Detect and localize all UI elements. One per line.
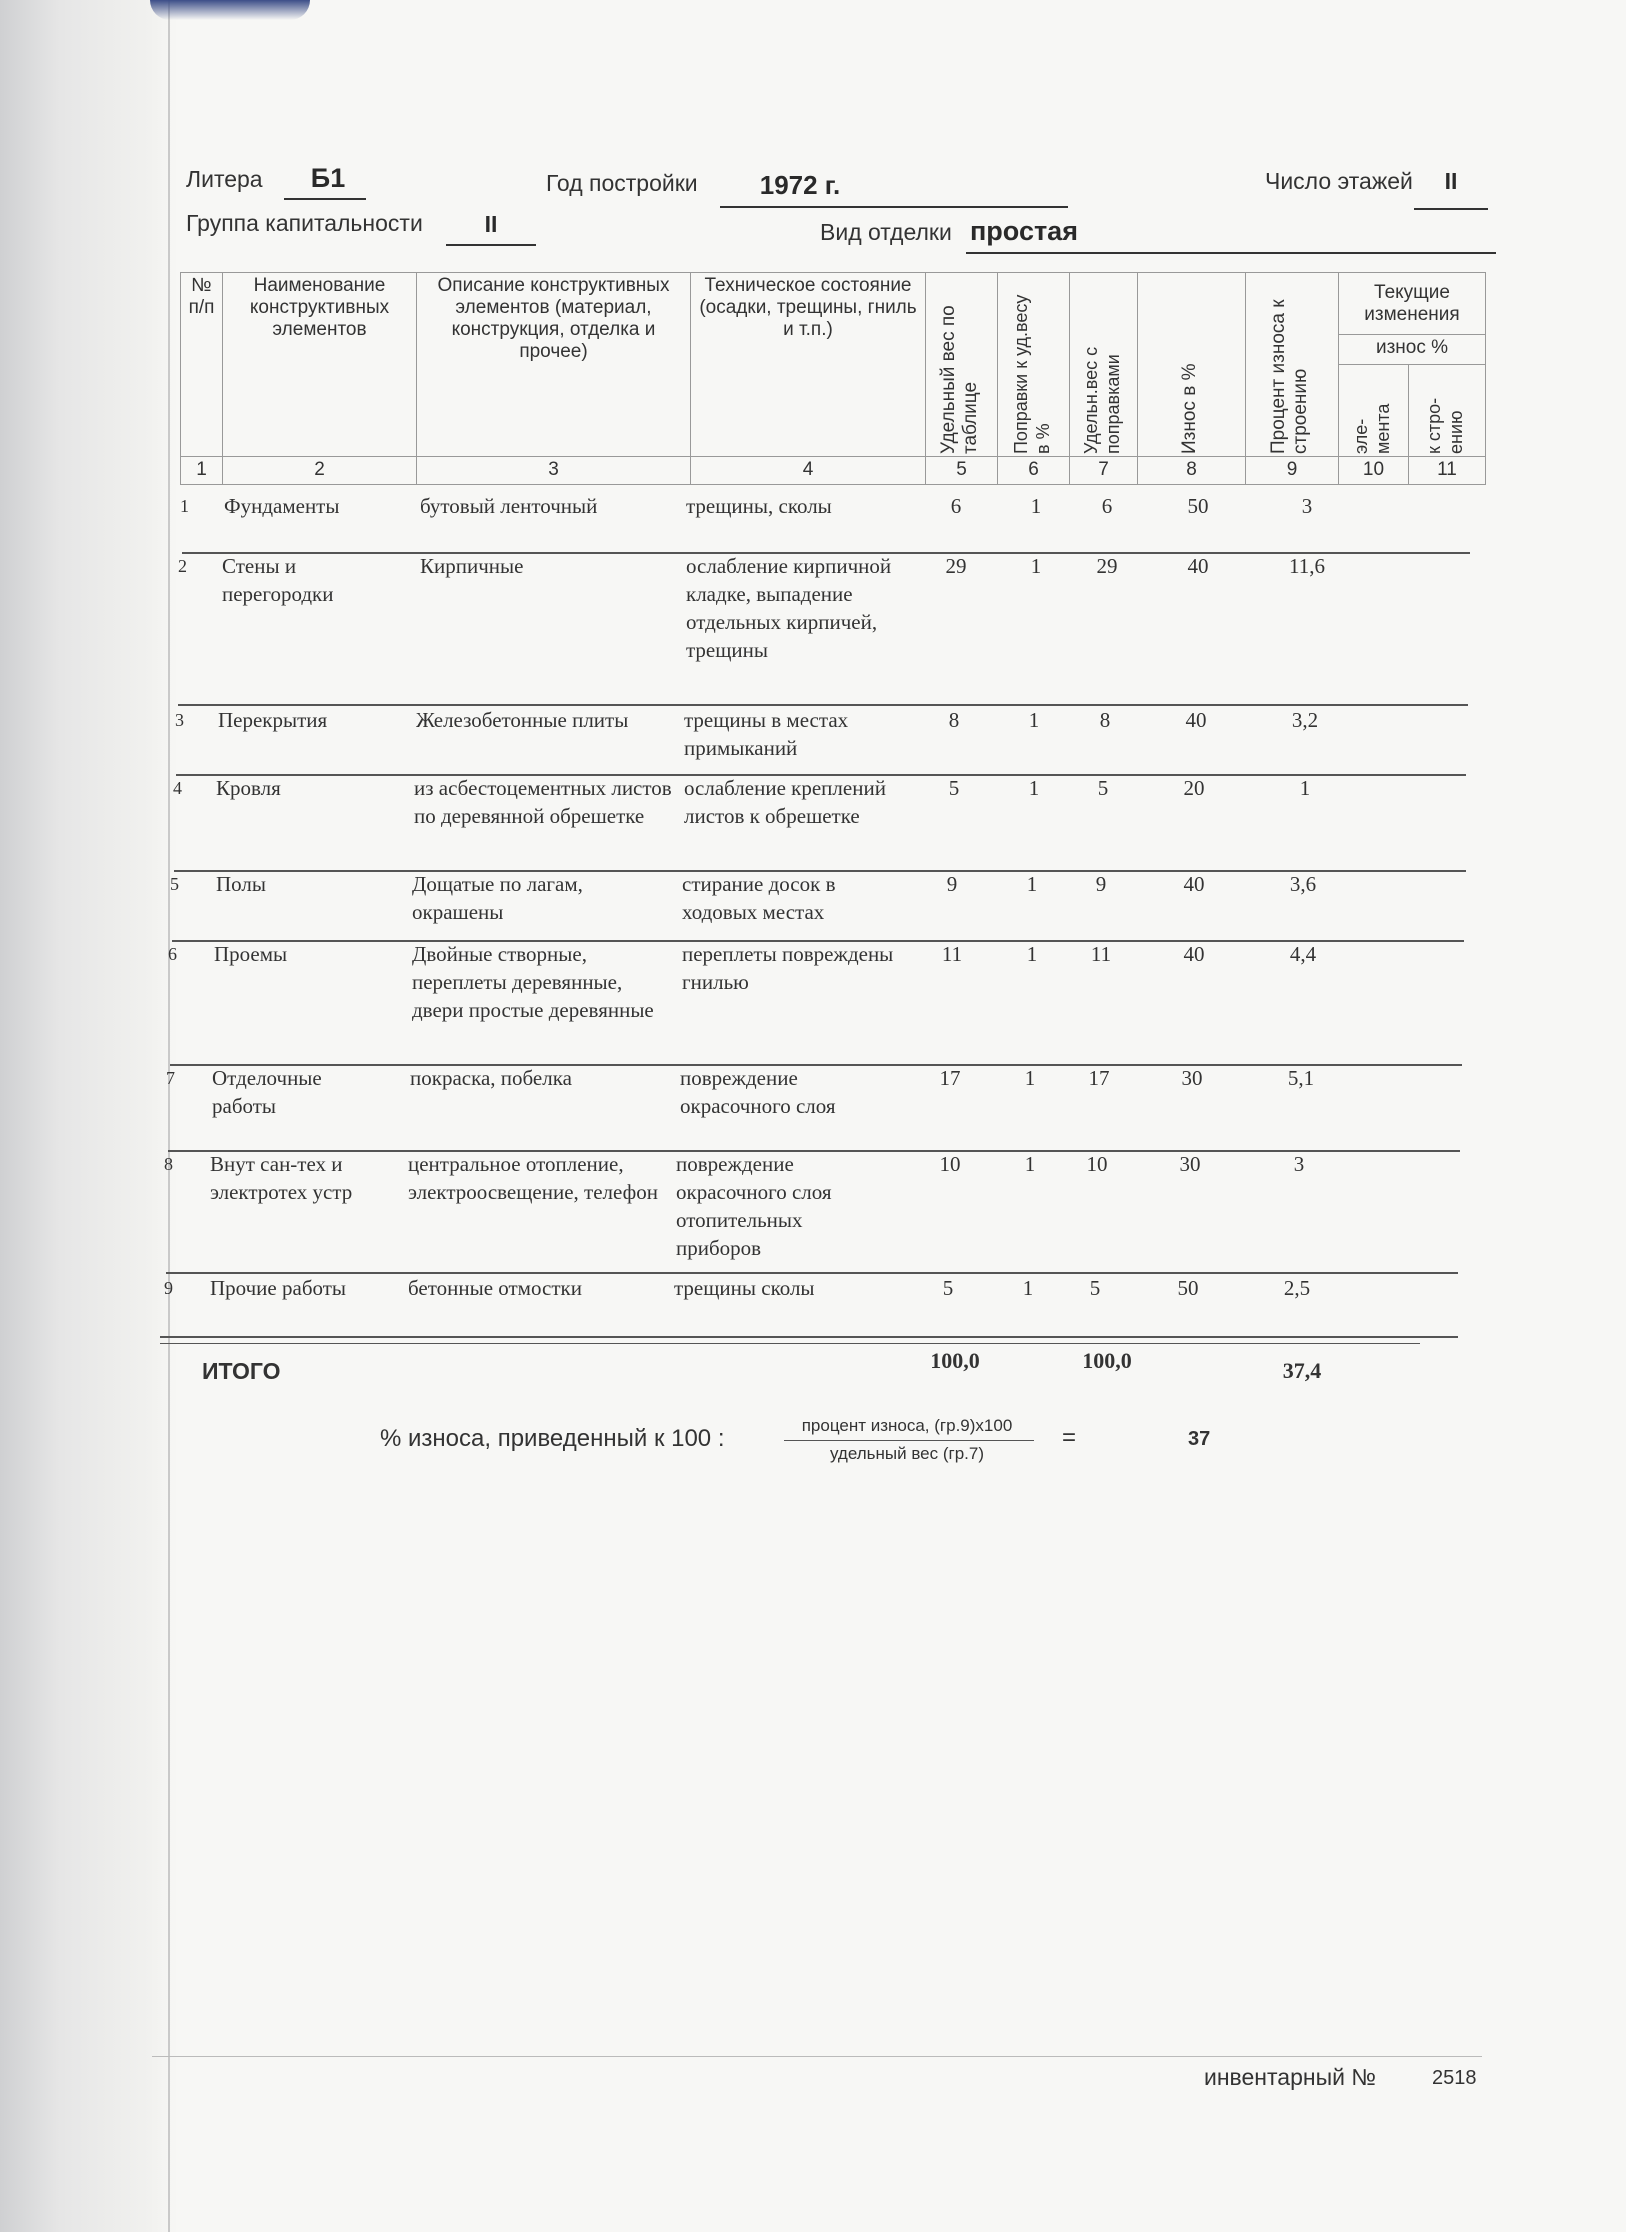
weight-value: 5 (948, 776, 960, 800)
element-description: бетонные отмостки (408, 1276, 582, 1300)
element-description: бутовый ленточный (420, 494, 598, 518)
group-value: II (484, 211, 498, 237)
col-building-pct-header: Процент износа к строению (1268, 299, 1311, 454)
building-pct-value: 5,1 (1287, 1066, 1315, 1090)
col-element-header: эле- мента (1350, 403, 1393, 454)
element-description: Железобетонные плиты (416, 708, 629, 732)
wear-value: 40 (1183, 872, 1205, 896)
element-description: Кирпичные (420, 554, 524, 578)
column-number: 3 (417, 457, 691, 485)
building-pct-value: 1 (1299, 776, 1311, 800)
element-name: Прочие работы (210, 1276, 347, 1300)
row-number: 8 (164, 1154, 173, 1174)
formula-equals: = (1062, 1424, 1077, 1451)
col-desc-header: Описание конструктивных элементов (материал, конструкция, отделка и прочее) (417, 273, 691, 457)
column-number: 8 (1138, 457, 1246, 485)
weight-value: 9 (946, 872, 958, 896)
element-description: покраска, побелка (410, 1066, 572, 1090)
weight-corrected-value: 11 (1090, 942, 1112, 966)
weight-value: 6 (950, 494, 962, 518)
weight-corrected-value: 5 (1089, 1276, 1101, 1300)
year-underline (720, 206, 1068, 208)
element-description: Двойные створные, переплеты деревянные, двери простые деревянные (412, 942, 654, 1022)
weight-corrected-value: 10 (1086, 1152, 1108, 1176)
wear-value: 50 (1187, 494, 1209, 518)
floors-label: Число этажей (1265, 168, 1413, 194)
formula-numerator: процент износа, (гр.9)х100 (801, 1416, 1013, 1435)
col-correction-header: Поправки к уд.весу в % (1010, 294, 1053, 454)
wear-value: 40 (1183, 942, 1205, 966)
weight-corrected-value: 8 (1099, 708, 1111, 732)
total-label: ИТОГО (202, 1358, 281, 1384)
column-number: 7 (1070, 457, 1138, 485)
group-label: Группа капитальности (186, 210, 423, 236)
element-name: Перекрытия (218, 708, 328, 732)
element-name: Проемы (214, 942, 288, 966)
scan-shadow (150, 0, 310, 20)
litera-value: Б1 (310, 163, 346, 193)
element-name: Полы (216, 872, 266, 896)
weight-corrected-value: 5 (1097, 776, 1109, 800)
column-number: 10 (1339, 457, 1409, 485)
col-to-building-header: к стро- ению (1424, 397, 1466, 454)
building-pct-value: 4,4 (1289, 942, 1317, 966)
binding-line (168, 0, 170, 2232)
technical-state: ослабление кирпичной кладке, выпадение отдельных кирпичей, трещины (686, 554, 892, 662)
row-number: 1 (180, 496, 189, 516)
weight-value: 5 (942, 1276, 954, 1300)
element-name: Стены и перегородки (222, 554, 334, 606)
formula-label: % износа, приведенный к 100 : (380, 1425, 725, 1452)
building-pct-value: 11,6 (1289, 554, 1325, 578)
scan-page-edge (0, 0, 178, 2232)
column-numbers-row (181, 457, 1486, 485)
total-divider (160, 1343, 1420, 1344)
footer-divider (152, 2056, 1482, 2057)
wear-value: 20 (1183, 776, 1205, 800)
year-value: 1972 г. (759, 170, 841, 200)
column-number: 1 (181, 457, 223, 485)
column-number: 11 (1409, 457, 1486, 485)
row-number: 9 (164, 1278, 173, 1298)
floors-value: II (1444, 168, 1458, 194)
technical-state: трещины в местах примыканий (684, 708, 849, 760)
wear-pct-header: износ % (1339, 335, 1486, 365)
building-pct-value: 2,5 (1283, 1276, 1311, 1300)
col-wear-header: Износ в % (1178, 363, 1200, 454)
technical-state: повреждение окрасочного слоя отопительных приборов (676, 1152, 832, 1260)
weight-value: 8 (948, 708, 960, 732)
row-number: 3 (175, 710, 184, 730)
row-number: 7 (166, 1068, 175, 1088)
weight-value: 17 (939, 1066, 961, 1090)
technical-state: ослабление креплений листов к обрешетке (684, 776, 886, 828)
building-pct-value: 3,6 (1289, 872, 1317, 896)
column-number: 5 (926, 457, 998, 485)
row-number: 2 (178, 556, 187, 576)
row-number: 6 (168, 944, 177, 964)
element-description: Дощатые по лагам, окрашены (412, 872, 583, 924)
column-number: 6 (998, 457, 1070, 485)
weight-corrected-value: 17 (1088, 1066, 1110, 1090)
element-name: Внут сан-тех и электротех устр (210, 1152, 353, 1204)
col-state-header: Техническое состояние (осадки, трещины, гниль и т.п.) (691, 273, 926, 457)
weight-value: 10 (939, 1152, 961, 1176)
technical-state: трещины сколы (674, 1276, 815, 1300)
col-weight-corrected-header: Удельн.вес с поправками (1080, 346, 1123, 454)
technical-state: переплеты повреждены гнилью (682, 942, 894, 994)
wear-value: 30 (1181, 1066, 1203, 1090)
row-divider (160, 1336, 1458, 1338)
litera-underline (284, 198, 366, 200)
group-underline (446, 244, 536, 246)
row-number: 4 (173, 778, 182, 798)
column-number: 9 (1246, 457, 1339, 485)
weight-corrected-value: 29 (1096, 554, 1118, 578)
technical-state: трещины, сколы (686, 494, 832, 518)
column-number: 4 (691, 457, 926, 485)
col-weight-header: Удельный вес по таблице (937, 305, 981, 454)
wear-value: 50 (1177, 1276, 1199, 1300)
wear-value: 40 (1185, 708, 1207, 732)
finish-label: Вид отделки (820, 219, 952, 245)
building-pct-value: 3 (1301, 494, 1313, 518)
inventory-number: 2518 (1432, 2067, 1477, 2089)
weight-value: 11 (941, 942, 963, 966)
formula-denominator: удельный вес (гр.7) (829, 1444, 985, 1463)
correction-value: 1 (1022, 1276, 1034, 1300)
litera-label: Литера (186, 166, 263, 192)
correction-value: 1 (1026, 942, 1038, 966)
correction-value: 1 (1028, 708, 1040, 732)
correction-value: 1 (1028, 776, 1040, 800)
building-pct-value: 3 (1293, 1152, 1305, 1176)
element-name: Фундаменты (224, 494, 340, 518)
correction-value: 1 (1030, 494, 1042, 518)
technical-state: повреждение окрасочного слоя (680, 1066, 836, 1118)
weight-corrected-value: 6 (1101, 494, 1113, 518)
element-name: Отделочные работы (212, 1066, 322, 1118)
current-changes-header: Текущие изменения (1339, 273, 1486, 335)
total-weight-corrected: 100,0 (1082, 1348, 1132, 1373)
total-weight: 100,0 (930, 1348, 980, 1373)
element-description: центральное отопление, электроосвещение, телефон (408, 1152, 658, 1204)
finish-value: простая (970, 216, 1078, 246)
weight-corrected-value: 9 (1095, 872, 1107, 896)
element-description: из асбестоцементных листов по деревянной обрешетке (414, 776, 672, 828)
formula-result: 37 (1188, 1428, 1211, 1450)
weight-value: 29 (945, 554, 967, 578)
wear-value: 30 (1179, 1152, 1201, 1176)
col-name-header: Наименование конструктивных элементов (223, 273, 417, 457)
wear-value: 40 (1187, 554, 1209, 578)
finish-underline (966, 252, 1496, 254)
floors-underline (1414, 208, 1488, 210)
correction-value: 1 (1026, 872, 1038, 896)
total-building-pct: 37,4 (1282, 1358, 1322, 1383)
column-number: 2 (223, 457, 417, 485)
element-name: Кровля (216, 776, 281, 800)
correction-value: 1 (1024, 1066, 1036, 1090)
year-label: Год постройки (546, 170, 698, 196)
wear-table-header (180, 272, 1486, 485)
inventory-label: инвентарный № (1204, 2064, 1377, 2090)
formula-fraction-line (784, 1440, 1034, 1441)
correction-value: 1 (1024, 1152, 1036, 1176)
row-number: 5 (170, 874, 179, 894)
building-pct-value: 3,2 (1291, 708, 1319, 732)
technical-state: стирание досок в ходовых местах (682, 872, 836, 924)
correction-value: 1 (1030, 554, 1042, 578)
col-num-header: № п/п (181, 273, 223, 457)
